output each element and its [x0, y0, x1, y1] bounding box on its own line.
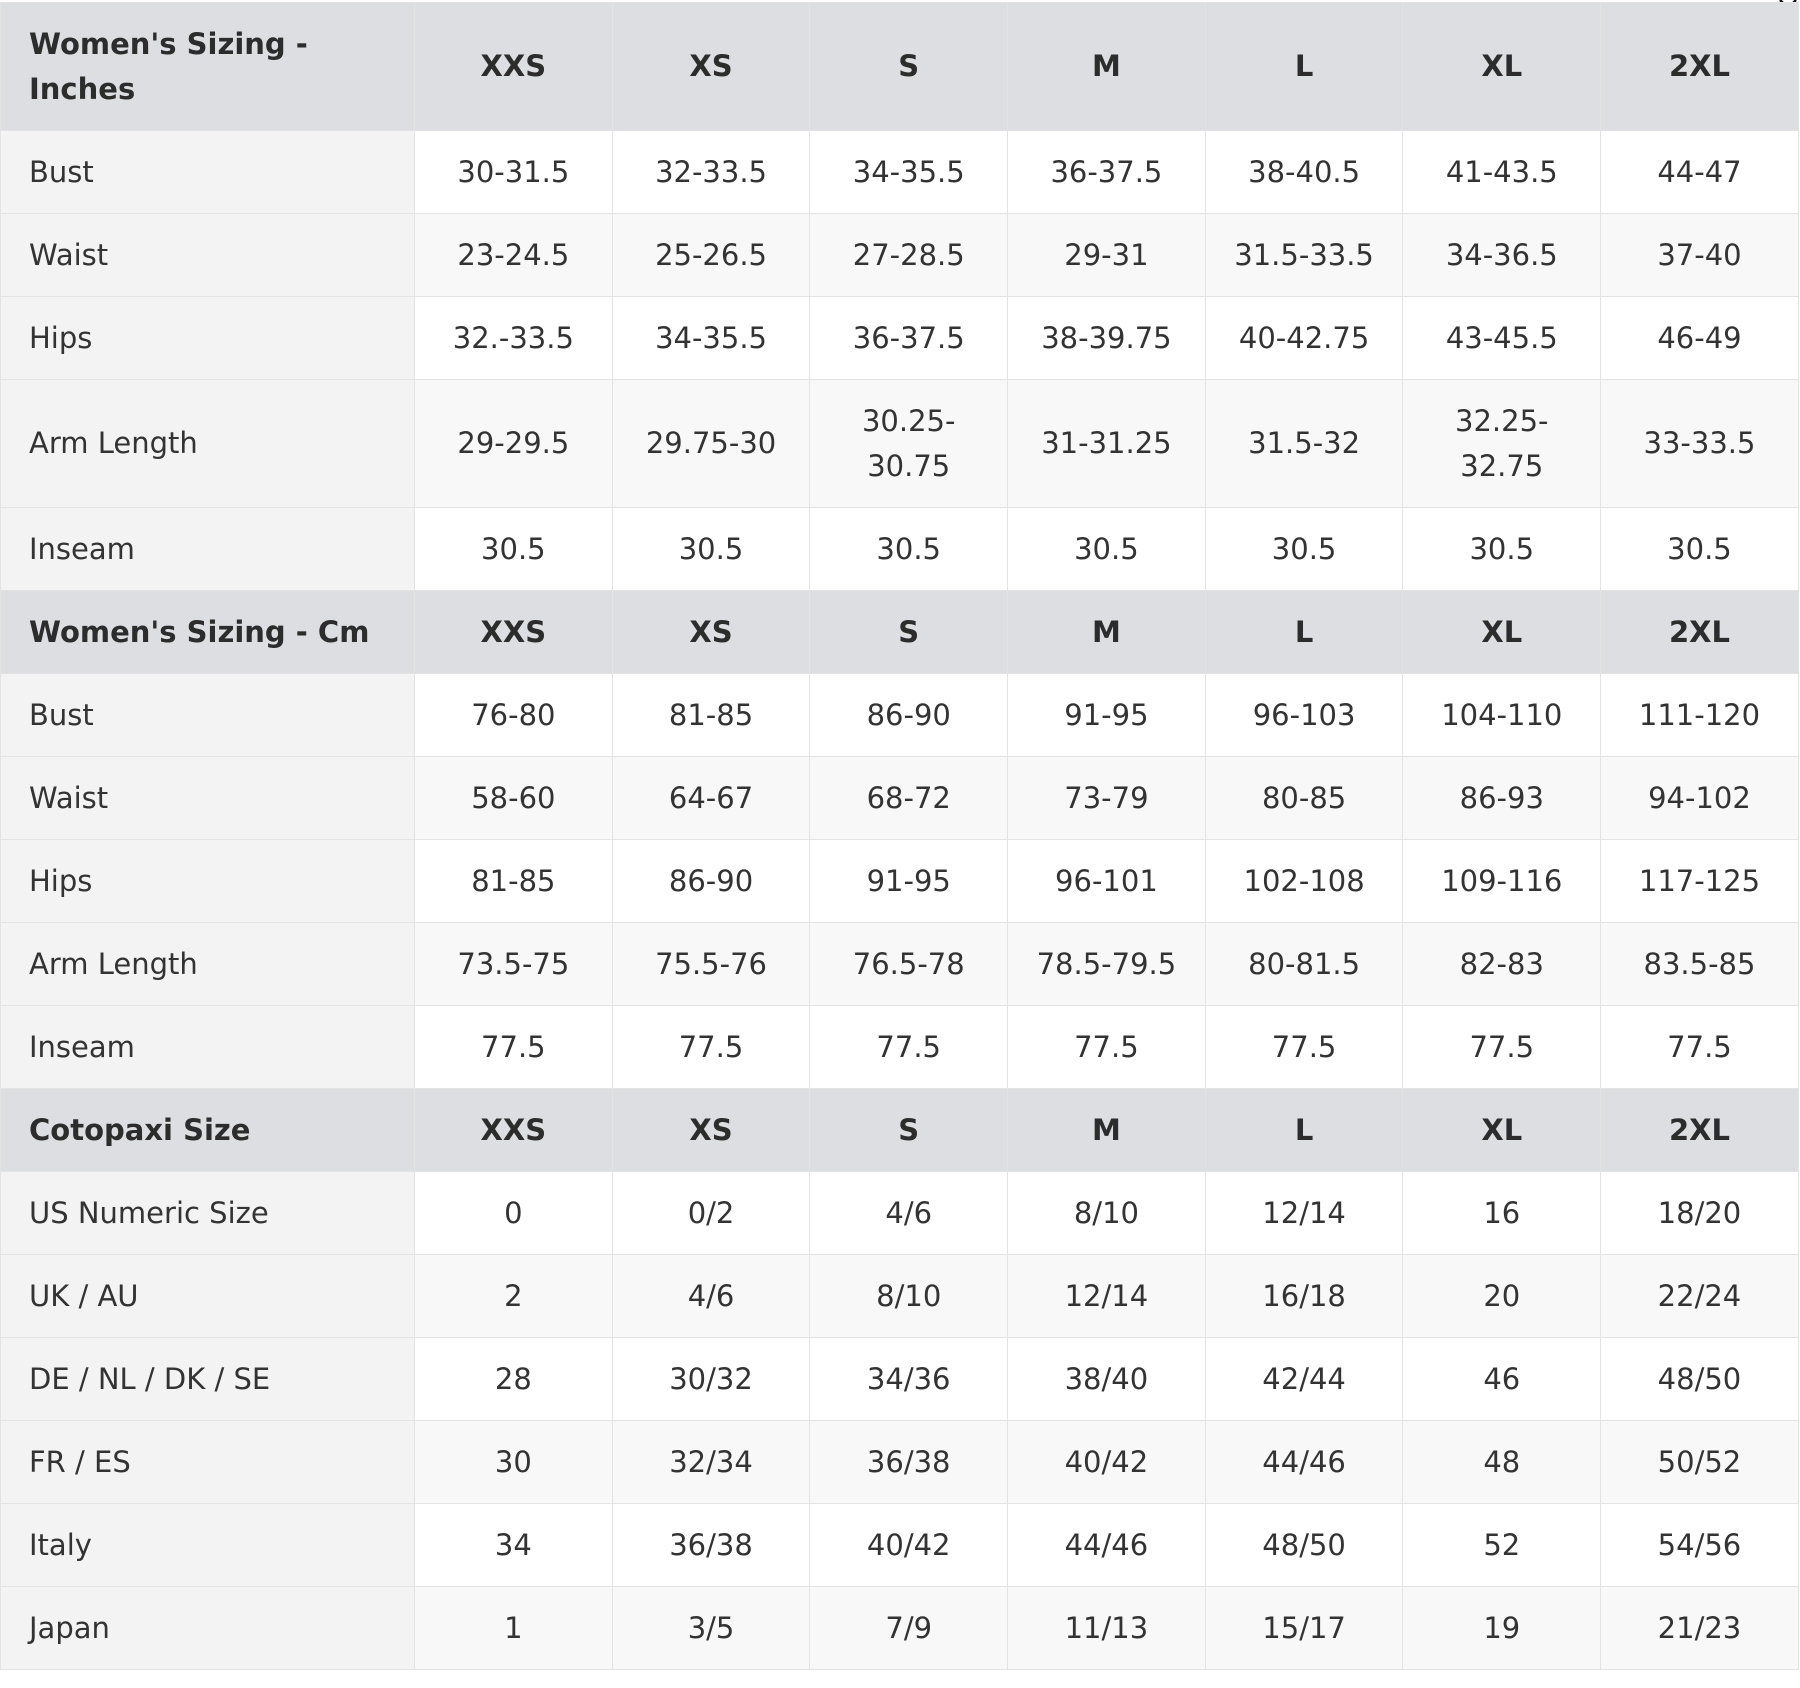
table-cell [1601, 674, 1799, 757]
cell-value: 36/38 [669, 1527, 753, 1562]
table-cell [1601, 1255, 1799, 1338]
table-cell [810, 131, 1008, 214]
cell-value: 44/46 [1262, 1444, 1346, 1479]
size-chart-table [0, 2, 1799, 1670]
table-cell [415, 297, 613, 380]
table-cell [1008, 1255, 1206, 1338]
cell-value: 32-33.5 [655, 154, 767, 189]
cell-value: 29-31 [1064, 237, 1149, 272]
table-cell [1205, 214, 1403, 297]
table-cell [1008, 1006, 1206, 1089]
cell-value: 36-37.5 [1050, 154, 1163, 189]
section-title: Women's Sizing - Inches [1, 3, 415, 131]
table-cell [612, 757, 810, 840]
table-cell [1601, 1172, 1799, 1255]
table-cell [415, 214, 613, 297]
cell-value: 30.5 [1667, 531, 1732, 566]
table-cell [1601, 1421, 1799, 1504]
table-cell [810, 1255, 1008, 1338]
cell-value: 15/17 [1262, 1610, 1346, 1645]
table-cell [810, 674, 1008, 757]
table-cell [1403, 1255, 1601, 1338]
cell-value: 29-29.5 [457, 426, 570, 460]
table-row [1, 1006, 1799, 1089]
section-title: Cotopaxi Size [1, 1089, 415, 1172]
table-cell [1205, 1006, 1403, 1089]
table-cell [1403, 674, 1601, 757]
cell-value: 32/34 [669, 1444, 753, 1479]
table-cell [1008, 674, 1206, 757]
size-header-s: S [810, 591, 1008, 674]
cell-value: 30-31.5 [457, 154, 570, 189]
table-cell [415, 1338, 613, 1421]
cell-value: 31-31.25 [1041, 426, 1172, 460]
cell-value: 86-93 [1459, 780, 1544, 815]
table-cell [415, 1172, 613, 1255]
table-row [1, 1504, 1799, 1587]
table-cell [810, 840, 1008, 923]
table-cell [612, 923, 810, 1006]
table-cell [612, 1255, 810, 1338]
table-row [1, 214, 1799, 297]
cell-value: 1 [504, 1610, 523, 1645]
table-cell [810, 757, 1008, 840]
table-cell [415, 131, 613, 214]
table-cell [810, 297, 1008, 380]
table-cell [1205, 508, 1403, 591]
size-header-2xl: 2XL [1601, 1089, 1799, 1172]
cell-value: 37-40 [1657, 237, 1742, 272]
table-cell [1205, 923, 1403, 1006]
cell-value: 8/10 [1073, 1195, 1139, 1230]
cell-value: 8/10 [876, 1278, 942, 1313]
row-label: FR / ES [1, 1421, 415, 1504]
row-label: Hips [1, 297, 415, 380]
cell-value: 96-101 [1055, 863, 1158, 898]
table-row [1, 1172, 1799, 1255]
cell-value: 3/5 [687, 1610, 735, 1645]
cell-value: 32.25- 32.75 [1455, 403, 1549, 483]
table-row [1, 131, 1799, 214]
cell-value: 77.5 [1271, 1029, 1337, 1064]
cell-value: 117-125 [1638, 863, 1761, 898]
row-label: Arm Length [1, 380, 415, 508]
table-cell [1205, 380, 1403, 508]
table-cell [415, 757, 613, 840]
table-cell [1205, 1255, 1403, 1338]
cell-value: 73.5-75 [457, 946, 570, 981]
cell-value: 73-79 [1064, 780, 1149, 815]
section-header-row [1, 591, 1799, 674]
row-label: Inseam [1, 508, 415, 591]
table-cell [810, 508, 1008, 591]
table-cell [1403, 1338, 1601, 1421]
cell-value: 20 [1483, 1278, 1521, 1313]
cell-value: 22/24 [1657, 1278, 1742, 1313]
cell-value: 0/2 [687, 1195, 735, 1230]
row-label: Japan [1, 1587, 415, 1670]
table-cell [1601, 923, 1799, 1006]
cell-value: 91-95 [866, 863, 951, 898]
cell-value: 64-67 [668, 780, 754, 815]
cell-value: 40-42.75 [1238, 320, 1370, 355]
table-cell [810, 214, 1008, 297]
table-cell [415, 1421, 613, 1504]
table-cell [1205, 1172, 1403, 1255]
table-cell [1601, 297, 1799, 380]
table-cell [1403, 380, 1601, 508]
table-cell [1205, 1504, 1403, 1587]
size-header-m: M [1008, 591, 1206, 674]
section-header-row [1, 1089, 1799, 1172]
table-row [1, 923, 1799, 1006]
size-header-xs: XS [612, 1089, 810, 1172]
cell-value: 31.5-33.5 [1234, 237, 1374, 272]
cell-value: 54/56 [1657, 1527, 1742, 1562]
size-header-s: S [810, 3, 1008, 131]
table-row [1, 840, 1799, 923]
cell-value: 25-26.5 [655, 237, 767, 272]
table-cell [1008, 214, 1206, 297]
cell-value: 38-40.5 [1248, 154, 1361, 189]
cell-value: 30.25- 30.75 [861, 403, 956, 483]
size-header-xl: XL [1403, 1089, 1601, 1172]
cell-value: 43-45.5 [1445, 320, 1558, 355]
cell-value: 48/50 [1262, 1527, 1346, 1562]
size-header-m: M [1008, 3, 1206, 131]
table-cell [612, 1172, 810, 1255]
row-label: Waist [1, 757, 415, 840]
row-label: UK / AU [1, 1255, 415, 1338]
table-cell [1205, 297, 1403, 380]
size-header-l: L [1205, 1089, 1403, 1172]
cell-value: 48 [1483, 1444, 1521, 1479]
table-cell [612, 1587, 810, 1670]
table-cell [1008, 1172, 1206, 1255]
cell-value: 96-103 [1252, 697, 1356, 732]
cell-value: 80-81.5 [1248, 946, 1361, 981]
table-cell [1008, 380, 1206, 508]
table-row [1, 1338, 1799, 1421]
table-cell [1601, 1006, 1799, 1089]
row-label: Inseam [1, 1006, 415, 1089]
row-label: Arm Length [1, 923, 415, 1006]
cell-value: 36/38 [866, 1444, 951, 1479]
table-cell [1403, 1587, 1601, 1670]
table-cell [1205, 757, 1403, 840]
table-cell [1403, 1421, 1601, 1504]
table-cell [1008, 508, 1206, 591]
table-cell [415, 508, 613, 591]
cell-value: 11/13 [1064, 1610, 1149, 1645]
size-header-xs: XS [612, 591, 810, 674]
cell-value: 30.5 [481, 531, 546, 566]
table-cell [1008, 131, 1206, 214]
table-cell [1205, 840, 1403, 923]
cell-value: 4/6 [885, 1195, 933, 1230]
cell-value: 23-24.5 [457, 237, 570, 272]
table-cell [1403, 1172, 1601, 1255]
size-header-xxs: XXS [415, 3, 613, 131]
table-cell [612, 1338, 810, 1421]
cell-value: 21/23 [1657, 1610, 1742, 1645]
table-cell [1008, 1421, 1206, 1504]
cell-value: 40/42 [866, 1527, 951, 1562]
cell-value: 34-36.5 [1445, 237, 1558, 272]
size-header-s: S [810, 1089, 1008, 1172]
table-cell [810, 1587, 1008, 1670]
cell-value: 44/46 [1064, 1527, 1149, 1562]
table-cell [1403, 297, 1601, 380]
row-label: Hips [1, 840, 415, 923]
table-cell [1403, 214, 1601, 297]
cell-value: 29.75-30 [645, 426, 777, 460]
cell-value: 28 [494, 1361, 532, 1396]
table-row [1, 1421, 1799, 1504]
table-cell [810, 380, 1008, 508]
cell-value: 36-37.5 [852, 320, 965, 355]
table-cell [1205, 674, 1403, 757]
table-cell [810, 1504, 1008, 1587]
table-cell [810, 1006, 1008, 1089]
cell-value: 52 [1483, 1527, 1521, 1562]
table-cell [810, 923, 1008, 1006]
size-header-m: M [1008, 1089, 1206, 1172]
cell-value: 46 [1483, 1361, 1521, 1396]
cell-value: 91-95 [1064, 697, 1149, 732]
row-label: Bust [1, 674, 415, 757]
table-cell [810, 1338, 1008, 1421]
cell-value: 111-120 [1638, 697, 1761, 732]
cell-value: 34-35.5 [852, 154, 965, 189]
table-cell [612, 1504, 810, 1587]
table-row [1, 674, 1799, 757]
cell-value: 46-49 [1657, 320, 1742, 355]
size-header-l: L [1205, 591, 1403, 674]
table-cell [612, 380, 810, 508]
cell-value: 4/6 [687, 1278, 735, 1313]
cell-value: 41-43.5 [1445, 154, 1558, 189]
row-label: Italy [1, 1504, 415, 1587]
cell-value: 27-28.5 [852, 237, 965, 272]
cell-value: 78.5-79.5 [1036, 946, 1177, 981]
cell-value: 86-90 [668, 863, 754, 898]
cell-value: 81-85 [668, 697, 754, 732]
table-cell [1601, 1587, 1799, 1670]
size-header-xxs: XXS [415, 1089, 613, 1172]
table-row [1, 508, 1799, 591]
table-cell [1601, 380, 1799, 508]
table-row [1, 757, 1799, 840]
table-cell [1205, 131, 1403, 214]
cell-value: 80-85 [1261, 780, 1347, 815]
table-row [1, 1255, 1799, 1338]
table-cell [415, 1006, 613, 1089]
cell-value: 94-102 [1648, 780, 1751, 815]
table-cell [1008, 1504, 1206, 1587]
cell-value: 38/40 [1064, 1361, 1149, 1396]
row-label: US Numeric Size [1, 1172, 415, 1255]
cell-value: 7/9 [885, 1610, 933, 1645]
cell-value: 30 [494, 1444, 532, 1479]
table-cell [1008, 923, 1206, 1006]
table-cell [415, 380, 613, 508]
table-cell [1403, 508, 1601, 591]
cell-value: 12/14 [1064, 1278, 1149, 1313]
cell-value: 31.5-32 [1248, 426, 1361, 460]
table-cell [1008, 1338, 1206, 1421]
table-cell [1601, 508, 1799, 591]
table-cell [612, 1006, 810, 1089]
cell-value: 50/52 [1657, 1444, 1742, 1479]
table-cell [415, 1504, 613, 1587]
cell-value: 34 [494, 1527, 532, 1562]
table-cell [415, 840, 613, 923]
table-cell [1601, 840, 1799, 923]
table-cell [810, 1172, 1008, 1255]
cell-value: 30.5 [1271, 531, 1337, 566]
table-cell [612, 674, 810, 757]
section-title: Women's Sizing - Cm [1, 591, 415, 674]
cell-value: 68-72 [866, 780, 951, 815]
cell-value: 2 [504, 1278, 523, 1313]
cell-value: 76.5-78 [852, 946, 965, 981]
table-cell [1403, 757, 1601, 840]
cell-value: 77.5 [1667, 1029, 1732, 1064]
cell-value: 48/50 [1657, 1361, 1742, 1396]
size-header-2xl: 2XL [1601, 591, 1799, 674]
row-label: DE / NL / DK / SE [1, 1338, 415, 1421]
table-cell [1403, 923, 1601, 1006]
table-cell [612, 508, 810, 591]
row-label: Waist [1, 214, 415, 297]
cell-value: 83.5-85 [1643, 946, 1756, 981]
table-cell [415, 1255, 613, 1338]
table-row [1, 380, 1799, 508]
table-cell [1008, 757, 1206, 840]
cell-value: 34/36 [866, 1361, 951, 1396]
table-cell [1403, 1006, 1601, 1089]
cell-value: 76-80 [471, 697, 556, 732]
table-cell [1403, 840, 1601, 923]
cell-value: 32.-33.5 [452, 320, 574, 355]
size-header-l: L [1205, 3, 1403, 131]
cell-value: 44-47 [1657, 154, 1742, 189]
table-cell [415, 923, 613, 1006]
table-cell [1008, 297, 1206, 380]
cell-value: 75.5-76 [655, 946, 767, 981]
section-header-row [1, 3, 1799, 131]
table-cell [1205, 1421, 1403, 1504]
table-cell [1601, 214, 1799, 297]
table-cell [1008, 1587, 1206, 1670]
cell-value: 77.5 [876, 1029, 941, 1064]
cell-value: 81-85 [471, 863, 556, 898]
cell-value: 30/32 [669, 1361, 753, 1396]
table-cell [612, 214, 810, 297]
cell-value: 40/42 [1064, 1444, 1149, 1479]
table-cell [415, 674, 613, 757]
table-cell [612, 297, 810, 380]
table-cell [1601, 757, 1799, 840]
table-row [1, 297, 1799, 380]
size-header-2xl: 2XL [1601, 3, 1799, 131]
cell-value: 104-110 [1441, 697, 1563, 732]
cell-value: 33-33.5 [1643, 426, 1756, 460]
cell-value: 0 [504, 1195, 523, 1230]
cell-value: 102-108 [1243, 863, 1365, 898]
cell-value: 30.5 [1469, 531, 1535, 566]
cell-value: 109-116 [1441, 863, 1563, 898]
table-cell [1601, 1504, 1799, 1587]
cell-value: 30.5 [876, 531, 941, 566]
cell-value: 58-60 [471, 780, 556, 815]
table-row [1, 1587, 1799, 1670]
cell-value: 77.5 [1074, 1029, 1139, 1064]
cell-value: 18/20 [1657, 1195, 1742, 1230]
size-header-xs: XS [612, 3, 810, 131]
table-cell [612, 1421, 810, 1504]
row-label: Bust [1, 131, 415, 214]
table-cell [1205, 1338, 1403, 1421]
cell-value: 77.5 [1469, 1029, 1535, 1064]
cell-value: 12/14 [1262, 1195, 1346, 1230]
cell-value: 77.5 [481, 1029, 546, 1064]
cell-value: 38-39.75 [1041, 320, 1172, 355]
size-header-xl: XL [1403, 591, 1601, 674]
table-cell [612, 840, 810, 923]
cell-value: 16/18 [1262, 1278, 1346, 1313]
table-cell [415, 1587, 613, 1670]
table-cell [612, 131, 810, 214]
table-cell [1008, 840, 1206, 923]
table-cell [1403, 1504, 1601, 1587]
cell-value: 19 [1483, 1610, 1521, 1645]
cell-value: 34-35.5 [655, 320, 767, 355]
cell-value: 82-83 [1459, 946, 1544, 981]
size-header-xl: XL [1403, 3, 1601, 131]
cell-value: 30.5 [678, 531, 744, 566]
cell-value: 42/44 [1262, 1361, 1346, 1396]
table-cell [1601, 131, 1799, 214]
cell-value: 77.5 [678, 1029, 744, 1064]
table-cell [1205, 1587, 1403, 1670]
table-cell [1403, 131, 1601, 214]
size-header-xxs: XXS [415, 591, 613, 674]
table-cell [810, 1421, 1008, 1504]
table-cell [1601, 1338, 1799, 1421]
cell-value: 16 [1483, 1195, 1521, 1230]
cell-value: 86-90 [866, 697, 951, 732]
cell-value: 30.5 [1074, 531, 1139, 566]
